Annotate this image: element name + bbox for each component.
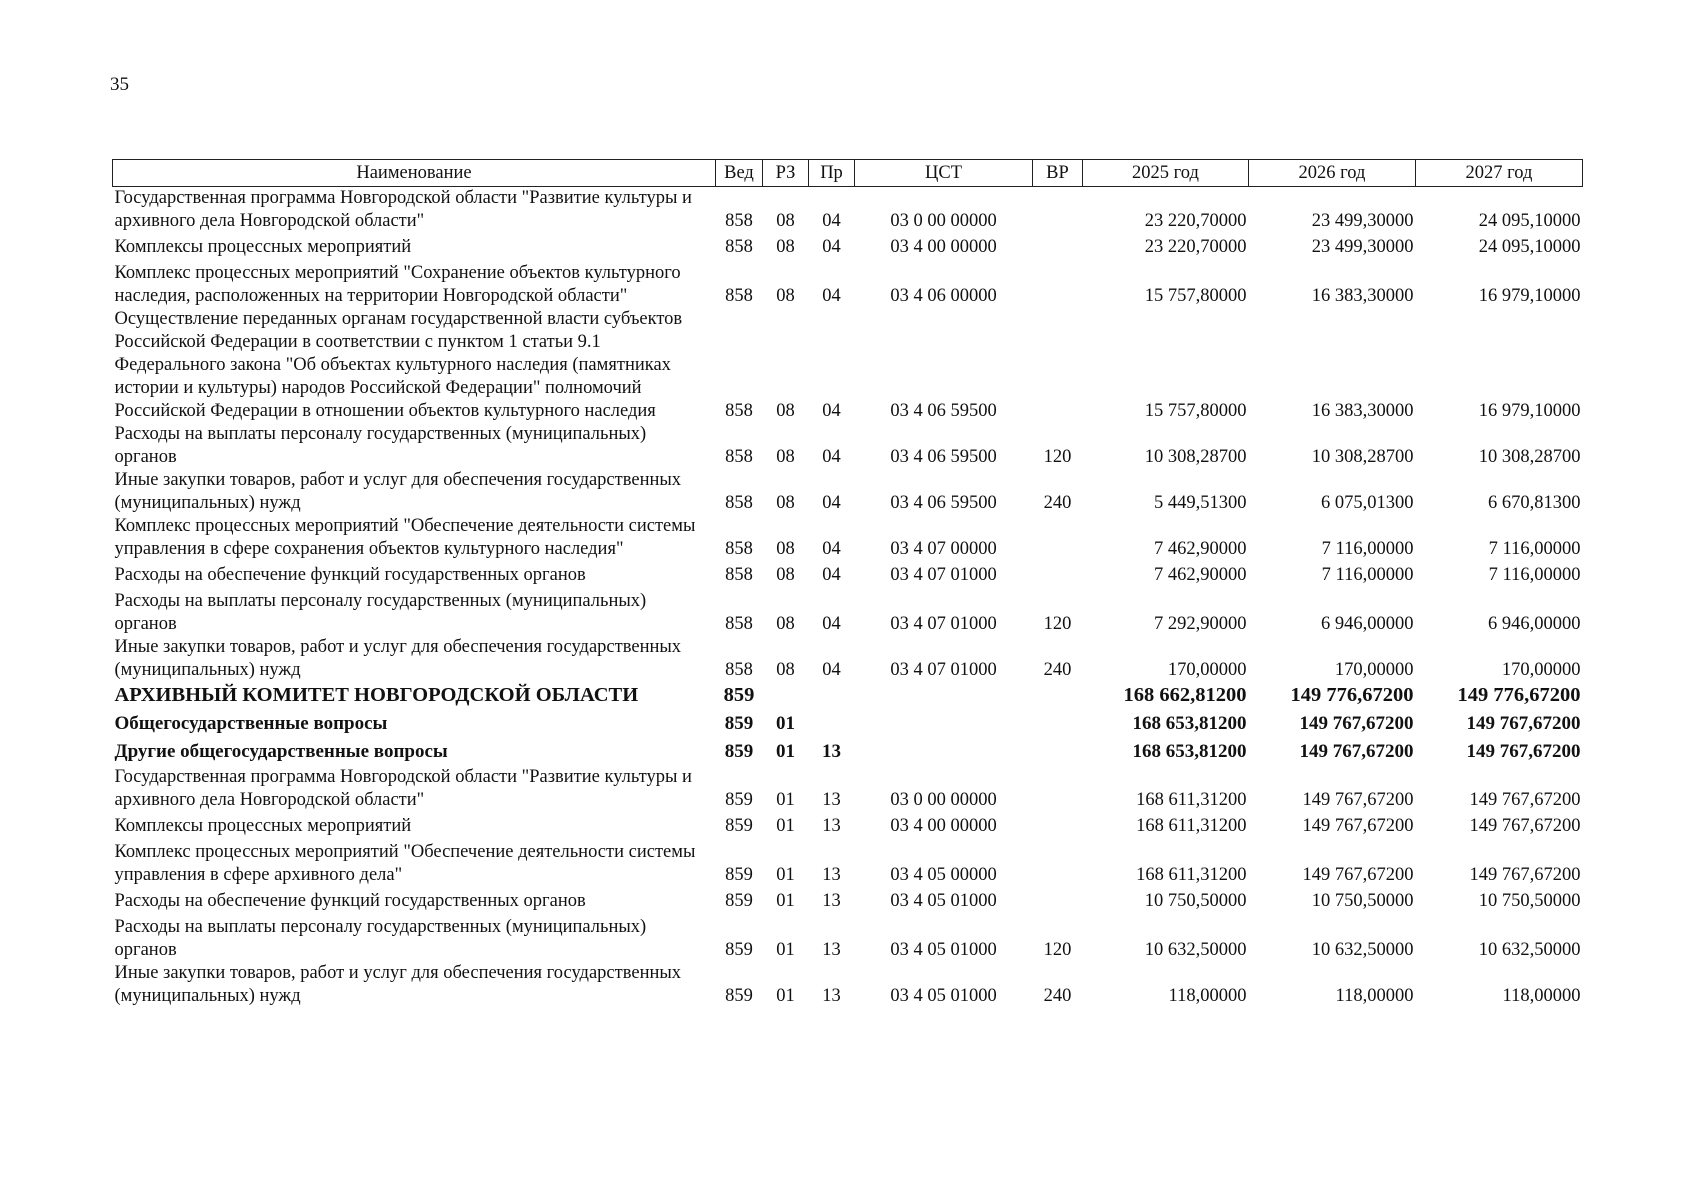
row-amount-2025: 7 462,90000: [1154, 565, 1247, 585]
row-vr: [1033, 887, 1083, 916]
row-cst: 03 0 00 00000: [890, 790, 997, 810]
row-name: Иные закупки товаров, работ и услуг для обеспечения государственных (муниципальных) нужд: [114, 963, 682, 1006]
row-name: Расходы на обеспечение функций государственных органов: [114, 565, 586, 585]
row-amount-2027: 10 632,50000: [1478, 940, 1581, 960]
row-amount-2026: 10 632,50000: [1311, 940, 1414, 960]
row-amount-2026: 149 767,67200: [1299, 713, 1414, 734]
row-amount-2026: 170,00000: [1334, 660, 1414, 680]
row-rz: 01: [776, 790, 795, 810]
row-ved: 858: [725, 286, 753, 306]
row-name: Иные закупки товаров, работ и услуг для обеспечения государственных (муниципальных) нужд: [114, 470, 682, 513]
row-pr: 13: [822, 741, 841, 762]
row-vr: [1033, 766, 1083, 812]
row-ved: 859: [725, 986, 753, 1006]
row-ved: 859: [724, 713, 754, 734]
table-row: [113, 636, 1583, 682]
row-amount-2025: 15 757,80000: [1144, 401, 1247, 421]
row-amount-2025: 10 632,50000: [1144, 940, 1247, 960]
row-rz: 01: [776, 713, 795, 734]
row-name: Расходы на выплаты персоналу государственных (муниципальных) органов: [114, 424, 647, 467]
table-row: [113, 766, 1583, 812]
row-name: Комплексы процессных мероприятий: [114, 816, 412, 836]
row-pr: [809, 682, 855, 710]
row-amount-2025: 170,00000: [1167, 660, 1247, 680]
row-vr: [1033, 561, 1083, 590]
budget-table: [112, 159, 1583, 1008]
row-vr: [1033, 187, 1083, 234]
table-row: [113, 308, 1583, 423]
row-amount-2026: 23 499,30000: [1311, 237, 1414, 257]
row-amount-2026: 149 767,67200: [1302, 816, 1414, 836]
row-amount-2027: 118,00000: [1502, 986, 1581, 1006]
row-pr: [809, 710, 855, 738]
row-ved: 859: [725, 865, 753, 885]
table-row: [113, 682, 1583, 710]
header-cst: ЦСТ: [855, 160, 1033, 187]
row-rz: 08: [776, 493, 795, 513]
row-amount-2027: 7 116,00000: [1488, 565, 1581, 585]
row-name: Комплекс процессных мероприятий "Обеспечение деятельности системы управления в сфере сохранения объектов культурного наследия": [114, 516, 696, 559]
row-amount-2026: 16 383,30000: [1311, 401, 1414, 421]
row-name: Расходы на обеспечение функций государственных органов: [114, 891, 586, 911]
row-pr: 04: [822, 614, 841, 634]
row-cst: 03 4 05 01000: [890, 986, 997, 1006]
row-amount-2025: 10 308,28700: [1144, 447, 1247, 467]
row-amount-2026: 149 767,67200: [1302, 865, 1414, 885]
row-amount-2025: 118,00000: [1168, 986, 1247, 1006]
row-amount-2026: 23 499,30000: [1311, 211, 1414, 231]
table-row: [113, 233, 1583, 262]
row-ved: 858: [725, 211, 753, 231]
row-amount-2026: 149 767,67200: [1299, 741, 1414, 762]
row-rz: 08: [776, 286, 795, 306]
row-pr: 04: [822, 660, 841, 680]
row-vr: 120: [1043, 614, 1072, 634]
row-vr: [1033, 841, 1083, 887]
row-cst: 03 4 07 01000: [890, 660, 997, 680]
row-vr: 240: [1043, 660, 1072, 680]
header-name: Наименование: [113, 160, 716, 187]
row-ved: 859: [723, 684, 755, 706]
row-amount-2025: 7 462,90000: [1154, 539, 1247, 559]
row-cst: [855, 710, 1033, 738]
row-name: Государственная программа Новгородской области "Развитие культуры и архивного дела Новгородской области": [114, 188, 692, 231]
row-pr: 04: [822, 211, 841, 231]
row-amount-2027: 149 767,67200: [1466, 713, 1581, 734]
row-rz: 08: [776, 211, 795, 231]
row-amount-2025: 23 220,70000: [1144, 211, 1247, 231]
row-amount-2026: 10 750,50000: [1311, 891, 1414, 911]
table-row: [113, 916, 1583, 962]
row-vr: 240: [1043, 493, 1072, 513]
row-cst: 03 4 07 01000: [890, 614, 997, 634]
row-name: Расходы на выплаты персоналу государственных (муниципальных) органов: [114, 917, 647, 960]
row-cst: 03 4 07 01000: [890, 565, 997, 585]
row-pr: 04: [822, 539, 841, 559]
row-pr: 04: [822, 447, 841, 467]
row-amount-2025: 168 653,81200: [1132, 741, 1247, 762]
row-amount-2026: 10 308,28700: [1311, 447, 1414, 467]
row-name: Комплекс процессных мероприятий "Сохранение объектов культурного наследия, расположенных на территории Новгородской области": [114, 263, 681, 306]
table-row: [113, 423, 1583, 469]
row-ved: 858: [725, 447, 753, 467]
row-amount-2027: 6 670,81300: [1488, 493, 1581, 513]
row-amount-2027: 149 767,67200: [1469, 865, 1581, 885]
row-amount-2027: 10 308,28700: [1478, 447, 1581, 467]
row-ved: 858: [725, 237, 753, 257]
row-pr: 13: [822, 790, 841, 810]
row-amount-2027: 149 767,67200: [1469, 816, 1581, 836]
header-2025: 2025 год: [1083, 160, 1249, 187]
row-ved: 858: [725, 493, 753, 513]
row-rz: [763, 682, 809, 710]
row-ved: 859: [725, 940, 753, 960]
row-ved: 858: [725, 539, 753, 559]
row-pr: 04: [822, 237, 841, 257]
row-vr: 120: [1043, 940, 1072, 960]
page-number: 35: [110, 74, 129, 95]
row-amount-2025: 168 653,81200: [1132, 713, 1247, 734]
table-row: [113, 262, 1583, 308]
row-pr: 04: [822, 493, 841, 513]
row-amount-2025: 7 292,90000: [1154, 614, 1247, 634]
row-ved: 859: [725, 790, 753, 810]
row-cst: 03 0 00 00000: [890, 211, 997, 231]
header-vr: ВР: [1033, 160, 1083, 187]
row-name: АРХИВНЫЙ КОМИТЕТ НОВГОРОДСКОЙ ОБЛАСТИ: [114, 684, 639, 706]
row-rz: 08: [776, 565, 795, 585]
row-vr: [1033, 515, 1083, 561]
row-vr: [1033, 262, 1083, 308]
row-rz: 01: [776, 865, 795, 885]
row-amount-2025: 10 750,50000: [1144, 891, 1247, 911]
row-amount-2027: 16 979,10000: [1478, 401, 1581, 421]
row-ved: 859: [725, 816, 753, 836]
row-name: Общегосударственные вопросы: [114, 713, 388, 734]
row-name: Иные закупки товаров, работ и услуг для обеспечения государственных (муниципальных) нужд: [114, 637, 682, 680]
row-name: Комплексы процессных мероприятий: [114, 237, 412, 257]
row-amount-2026: 149 767,67200: [1302, 790, 1414, 810]
row-pr: 13: [822, 891, 841, 911]
row-amount-2027: 149 776,67200: [1457, 684, 1581, 706]
table-row: [113, 590, 1583, 636]
row-vr: [1033, 710, 1083, 738]
table-row: [113, 187, 1583, 234]
row-amount-2027: 16 979,10000: [1478, 286, 1581, 306]
row-vr: 120: [1043, 447, 1072, 467]
row-ved: 859: [725, 891, 753, 911]
row-pr: 13: [822, 940, 841, 960]
row-ved: 859: [724, 741, 754, 762]
table-row: [113, 561, 1583, 590]
row-rz: 01: [776, 940, 795, 960]
row-vr: [1033, 812, 1083, 841]
table-row: [113, 469, 1583, 515]
row-cst: 03 4 00 00000: [890, 816, 997, 836]
row-name: Комплекс процессных мероприятий "Обеспечение деятельности системы управления в сфере архивного дела": [114, 842, 696, 885]
row-amount-2026: 6 075,01300: [1321, 493, 1414, 513]
row-name: Расходы на выплаты персоналу государственных (муниципальных) органов: [114, 591, 647, 634]
row-vr: [1033, 308, 1083, 423]
row-cst: 03 4 06 59500: [890, 447, 997, 467]
row-cst: 03 4 00 00000: [890, 237, 997, 257]
row-cst: [855, 682, 1033, 710]
row-amount-2026: 7 116,00000: [1321, 565, 1414, 585]
row-rz: 08: [776, 237, 795, 257]
row-cst: 03 4 06 00000: [890, 286, 997, 306]
row-rz: 01: [776, 986, 795, 1006]
row-pr: 13: [822, 865, 841, 885]
table-header-row: [113, 160, 1583, 187]
table-row: [113, 710, 1583, 738]
row-pr: 04: [822, 565, 841, 585]
row-pr: 13: [822, 816, 841, 836]
row-ved: 858: [725, 614, 753, 634]
row-amount-2025: 168 611,31200: [1136, 865, 1247, 885]
header-rz: РЗ: [763, 160, 809, 187]
row-pr: 04: [822, 401, 841, 421]
row-amount-2027: 170,00000: [1501, 660, 1581, 680]
row-vr: [1033, 682, 1083, 710]
row-pr: 04: [822, 286, 841, 306]
row-rz: 08: [776, 401, 795, 421]
row-cst: 03 4 06 59500: [890, 401, 997, 421]
row-amount-2027: 149 767,67200: [1469, 790, 1581, 810]
row-amount-2025: 168 611,31200: [1136, 816, 1247, 836]
row-ved: 858: [725, 401, 753, 421]
row-rz: 08: [776, 660, 795, 680]
row-amount-2027: 149 767,67200: [1466, 741, 1581, 762]
row-amount-2027: 7 116,00000: [1488, 539, 1581, 559]
row-amount-2027: 24 095,10000: [1478, 211, 1581, 231]
row-vr: [1033, 233, 1083, 262]
row-amount-2026: 16 383,30000: [1311, 286, 1414, 306]
row-vr: 240: [1043, 986, 1072, 1006]
row-ved: 858: [725, 565, 753, 585]
row-amount-2025: 168 662,81200: [1123, 684, 1247, 706]
row-rz: 08: [776, 614, 795, 634]
header-pr: Пр: [809, 160, 855, 187]
row-amount-2026: 7 116,00000: [1321, 539, 1414, 559]
row-rz: 01: [776, 741, 795, 762]
row-name: Другие общегосударственные вопросы: [114, 741, 448, 762]
table-row: [113, 887, 1583, 916]
row-rz: 01: [776, 891, 795, 911]
row-name: Осуществление переданных органам государственной власти субъектов Российской Федерации в соответствии с пунктом 1 статьи 9.1 Федерального закона "Об объектах культурного наследия (памятниках истории и культуры) народов Российской Федерации" полномочий Российской Федерации в отношении объектов культурного наследия: [114, 309, 683, 421]
row-name: Государственная программа Новгородской области "Развитие культуры и архивного дела Новгородской области": [114, 767, 692, 810]
table-row: [113, 515, 1583, 561]
row-amount-2025: 23 220,70000: [1144, 237, 1247, 257]
row-amount-2027: 10 750,50000: [1478, 891, 1581, 911]
row-rz: 01: [776, 816, 795, 836]
row-amount-2025: 168 611,31200: [1136, 790, 1247, 810]
header-2027: 2027 год: [1416, 160, 1583, 187]
row-cst: 03 4 06 59500: [890, 493, 997, 513]
row-amount-2026: 6 946,00000: [1321, 614, 1414, 634]
row-cst: 03 4 05 01000: [890, 940, 997, 960]
row-amount-2026: 149 776,67200: [1290, 684, 1414, 706]
table-row: [113, 738, 1583, 766]
row-cst: [855, 738, 1033, 766]
row-amount-2027: 24 095,10000: [1478, 237, 1581, 257]
row-amount-2025: 5 449,51300: [1154, 493, 1247, 513]
row-ved: 858: [725, 660, 753, 680]
table-row: [113, 841, 1583, 887]
header-2026: 2026 год: [1249, 160, 1416, 187]
row-amount-2027: 6 946,00000: [1488, 614, 1581, 634]
row-pr: 13: [822, 986, 841, 1006]
row-vr: [1033, 738, 1083, 766]
row-cst: 03 4 07 00000: [890, 539, 997, 559]
table-row: [113, 812, 1583, 841]
row-amount-2026: 118,00000: [1335, 986, 1414, 1006]
row-rz: 08: [776, 539, 795, 559]
row-cst: 03 4 05 01000: [890, 891, 997, 911]
table-row: [113, 962, 1583, 1008]
row-cst: 03 4 05 00000: [890, 865, 997, 885]
header-ved: Вед: [716, 160, 763, 187]
row-amount-2025: 15 757,80000: [1144, 286, 1247, 306]
row-rz: 08: [776, 447, 795, 467]
